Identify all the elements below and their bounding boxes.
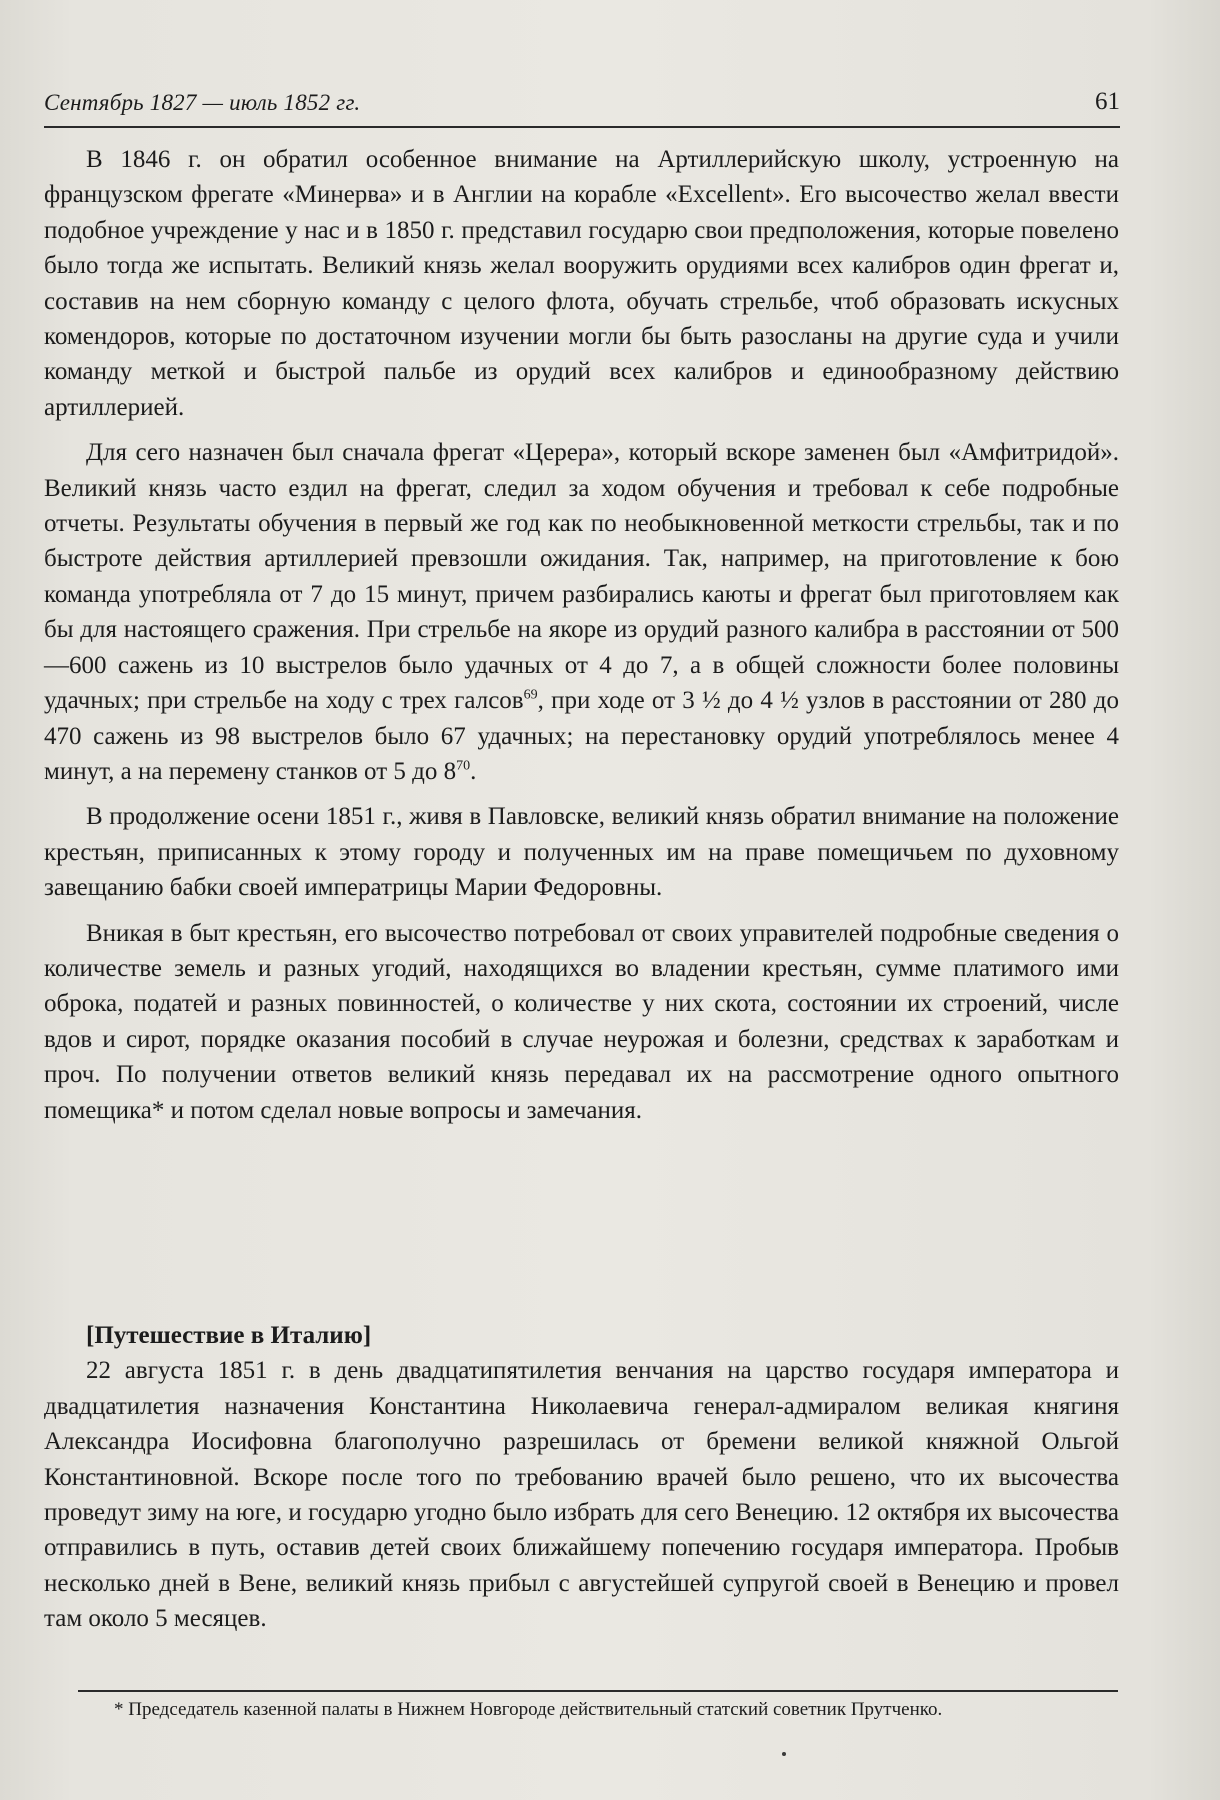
body-text <box>44 142 1119 1128</box>
paragraph-italy-journey: 22 августа 1851 г. в день двадцатипятилетия венчания на царство государя императора и двадцатилетия назначения Константина Николаевича генерал-адмиралом великая княгиня Александра Иосифовна благополучно разрешилась от бремени великой княжной Ольгой Константиновной. Вскоре после того по требованию врачей было решено, что их высочества проведут зиму на юге, и государю угодно было избрать для сего Венецию. 12 октября их высочества отправились в путь, оставив детей своих ближайшему попечению государя императора. Пробыв несколько дней в Вене, великий князь прибыл с августейшей супругой своей в Венецию и провел там около 5 месяцев. <box>44 1357 1119 1633</box>
running-header <box>44 86 1120 128</box>
paragraph-peasant-inquiry: Вникая в быт крестьян, его высочество потребовал от своих управителей подробные сведения о количестве земель и разных угодий, находящихся во владении крестьян, сумме платимого ими оброка, податей и разных повинностей, о количестве у них скота, состоянии их строений, числе вдов и сирот, порядке оказания пособий в случае неурожая и болезни, средствах к заработкам и проч. По получении ответов великий князь передавал их на рассмотрение одного опытного помещика* и потом сделал новые вопросы и замечания. <box>44 919 1119 1124</box>
section-heading: [Путешествие в Италию] <box>86 1322 372 1349</box>
section-italy-journey <box>44 1318 1119 1637</box>
paragraph-artillery-school: В 1846 г. он обратил особенное внимание на Артиллерийскую школу, устроенную на французском фрегате «Минерва» и в Англии на корабле «Excellent». Его высочество желал ввести подобное учреждение у нас и в 1850 г. представил государю свои предположения, которые повелено было тогда же испытать. Великий князь желал вооружить орудиями всех калибров один фрегат и, составив на нем сборную команду с целого флота, обучать стрельбе, чтоб образовать искусных комендоров, которые по достаточном изучении могли бы быть разосланы на другие суда и учили команду меткой и быстрой пальбе из орудий всех калибров и единообразному действию артиллерией. <box>44 146 1119 421</box>
footnote: * Председатель казенной палаты в Нижнем Новгороде действительный статский советник Прутченко. <box>114 1699 943 1720</box>
paragraph-frigate-training-part-b: , при ходе от 3 ½ до 4 ½ узлов в расстоянии от 280 до 470 сажень из 98 выстрелов было 67 удачных; на перестановку орудий употреблялось менее 4 минут, а на перемену станков от 5 до 8 <box>44 687 1119 785</box>
ink-speck <box>782 1752 786 1756</box>
paragraph-frigate-training-part-a: Для сего назначен был сначала фрегат «Церера», который вскоре заменен был «Амфитридой». Великий князь часто ездил на фрегат, следил за ходом обучения и требовал к себе подробные отчеты. Результаты обучения в первый же год как по необыкновенной меткости стрельбы, так и по быстроте действия артиллерией превзошли ожидания. Так, например, на приготовление к бою команда употребляла от 7 до 15 минут, причем разбирались каюты и фрегат был приготовляем как бы для настоящего сражения. При стрельбе на якоре из орудий разного калибра в расстоянии от 500—600 сажень из 10 выстрелов было удачных от 4 до 7, а в общей сложности более половины удачных; при стрельбе на ходу с трех галсов <box>44 439 1119 715</box>
paragraph-pavlovsk-peasants: В продолжение осени 1851 г., живя в Павловске, великий князь обратил внимание на положение крестьян, приписанных к этому городу и полученных им на праве помещичьем по духовному завещанию бабки своей императрицы Марии Федоровны. <box>44 803 1119 902</box>
page-number: 61 <box>1095 88 1120 115</box>
paragraph-frigate-training-part-c: . <box>470 757 477 785</box>
footnote-divider <box>78 1690 1118 1692</box>
footnote-ref-69: 69 <box>523 687 538 703</box>
paragraph-frigate-training <box>44 435 1119 789</box>
footnote-ref-70: 70 <box>456 758 471 774</box>
running-header-title: Сентябрь 1827 — июль 1852 гг. <box>44 90 361 115</box>
